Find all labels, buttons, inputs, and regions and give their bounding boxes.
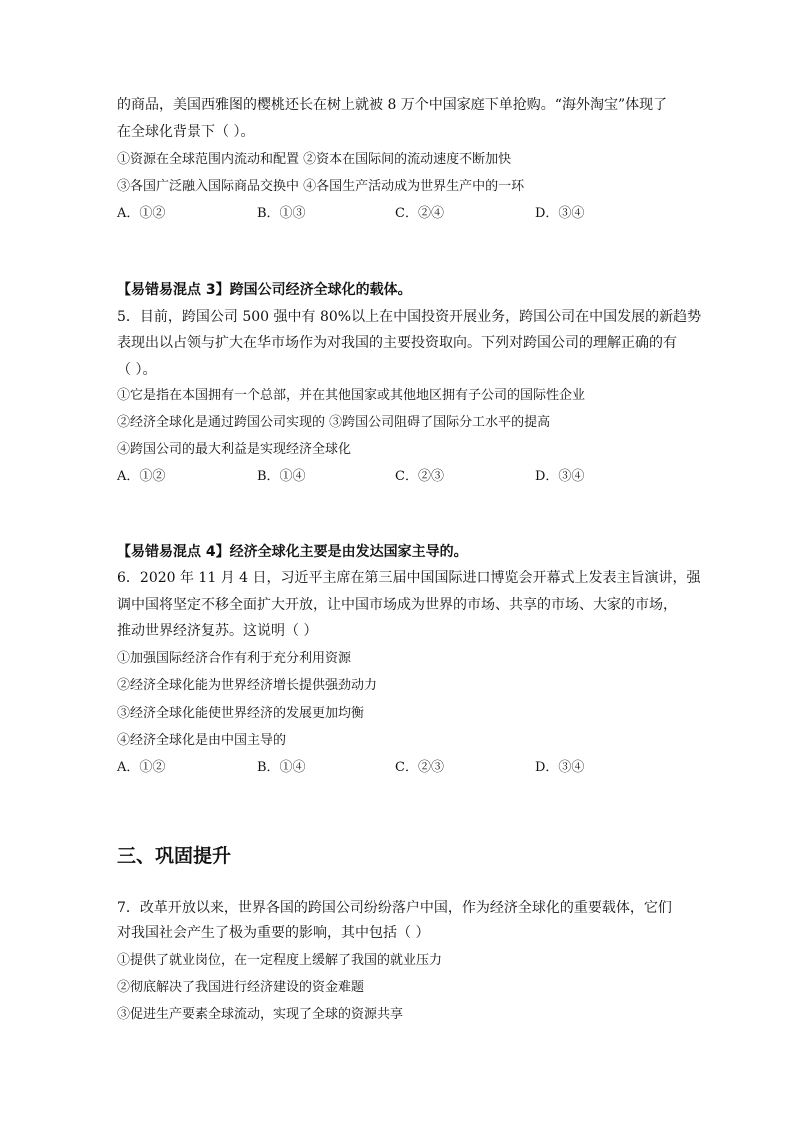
q5-choice-a: A．①② (117, 469, 166, 484)
q6-choice-a: A．①② (117, 760, 166, 775)
q4-stem-line-2: 在全球化背景下（ ）。 (117, 124, 255, 140)
q5-stem-line-2: 表现出以占领与扩大在华市场作为对我国的主要投资取向。下列对跨国公司的理解正确的有 (117, 335, 677, 351)
point-4-heading: 【易错易混点 4】经济全球化主要是由发达国家主导的。 (117, 544, 468, 560)
q4-stem-line-1: 的商品，美国西雅图的樱桃还长在树上就被 8 万个中国家庭下单抢购。“海外淘宝”体现了 (117, 97, 668, 113)
q6-choice-d: D．③④ (535, 760, 585, 775)
q6-stem-line-1: 6．2020 年 11 月 4 日，习近平主席在第三届中国国际进口博览会开幕式上发表主旨演讲，强 (117, 570, 701, 586)
q7-stem-line-1: 7．改革开放以来，世界各国的跨国公司纷纷落户中国，作为经济全球化的重要载体，它们 (117, 900, 672, 916)
q5-options-line-1: ①它是指在本国拥有一个总部，并在其他国家或其他地区拥有子公司的国际性企业 (117, 388, 586, 403)
q6-choice-c: C．②③ (395, 760, 444, 775)
q6-stem-line-3: 推动世界经济复苏。这说明（ ） (117, 623, 318, 639)
q6-options-line-3: ③经济全球化能使世界经济的发展更加均衡 (117, 706, 365, 721)
q4-choice-c: C．②④ (395, 206, 444, 221)
q7-options-line-1: ①提供了就业岗位，在一定程度上缓解了我国的就业压力 (117, 953, 443, 968)
q6-options-line-2: ②经济全球化能为世界经济增长提供强劲动力 (117, 678, 378, 693)
q7-stem-line-2: 对我国社会产生了极为重要的影响，其中包括（ ） (117, 925, 430, 941)
q6-stem-line-2: 调中国将坚定不移全面扩大开放，让中国市场成为世界的市场、共享的市场、大家的市场， (117, 597, 677, 613)
q5-stem-line-3: （ ）。 (117, 362, 157, 378)
q5-options-line-3: ④跨国公司的最大利益是实现经济全球化 (117, 442, 352, 457)
q6-options-line-4: ④经济全球化是由中国主导的 (117, 733, 287, 748)
q5-choice-c: C．②③ (395, 469, 444, 484)
q7-options-line-3: ③促进生产要素全球流动，实现了全球的资源共享 (117, 1007, 404, 1022)
point-3-heading: 【易错易混点 3】跨国公司经济全球化的载体。 (117, 282, 412, 298)
q5-stem-line-1: 5．目前，跨国公司 500 强中有 80%以上在中国投资开展业务，跨国公司在中国发展的新趋势 (117, 309, 702, 325)
q6-choice-b: B．①④ (257, 760, 306, 775)
q5-options-line-2: ②经济全球化是通过跨国公司实现的 ③跨国公司阻碍了国际分工水平的提高 (117, 415, 551, 430)
q6-options-line-1: ①加强国际经济合作有利于充分利用资源 (117, 651, 352, 666)
q4-choice-a: A．①② (117, 206, 166, 221)
q5-choice-b: B．①④ (257, 469, 306, 484)
q5-choice-d: D．③④ (535, 469, 585, 484)
section-3-heading: 三、巩固提升 (117, 845, 232, 867)
q4-choice-b: B．①③ (257, 206, 306, 221)
q4-options-line-1: ①资源在全球范围内流动和配置 ②资本在国际间的流动速度不断加快 (117, 152, 512, 167)
q7-options-line-2: ②彻底解决了我国进行经济建设的资金难题 (117, 980, 365, 995)
q4-options-line-2: ③各国广泛融入国际商品交换中 ④各国生产活动成为世界生产中的一环 (117, 179, 525, 194)
q4-choice-d: D．③④ (535, 206, 585, 221)
